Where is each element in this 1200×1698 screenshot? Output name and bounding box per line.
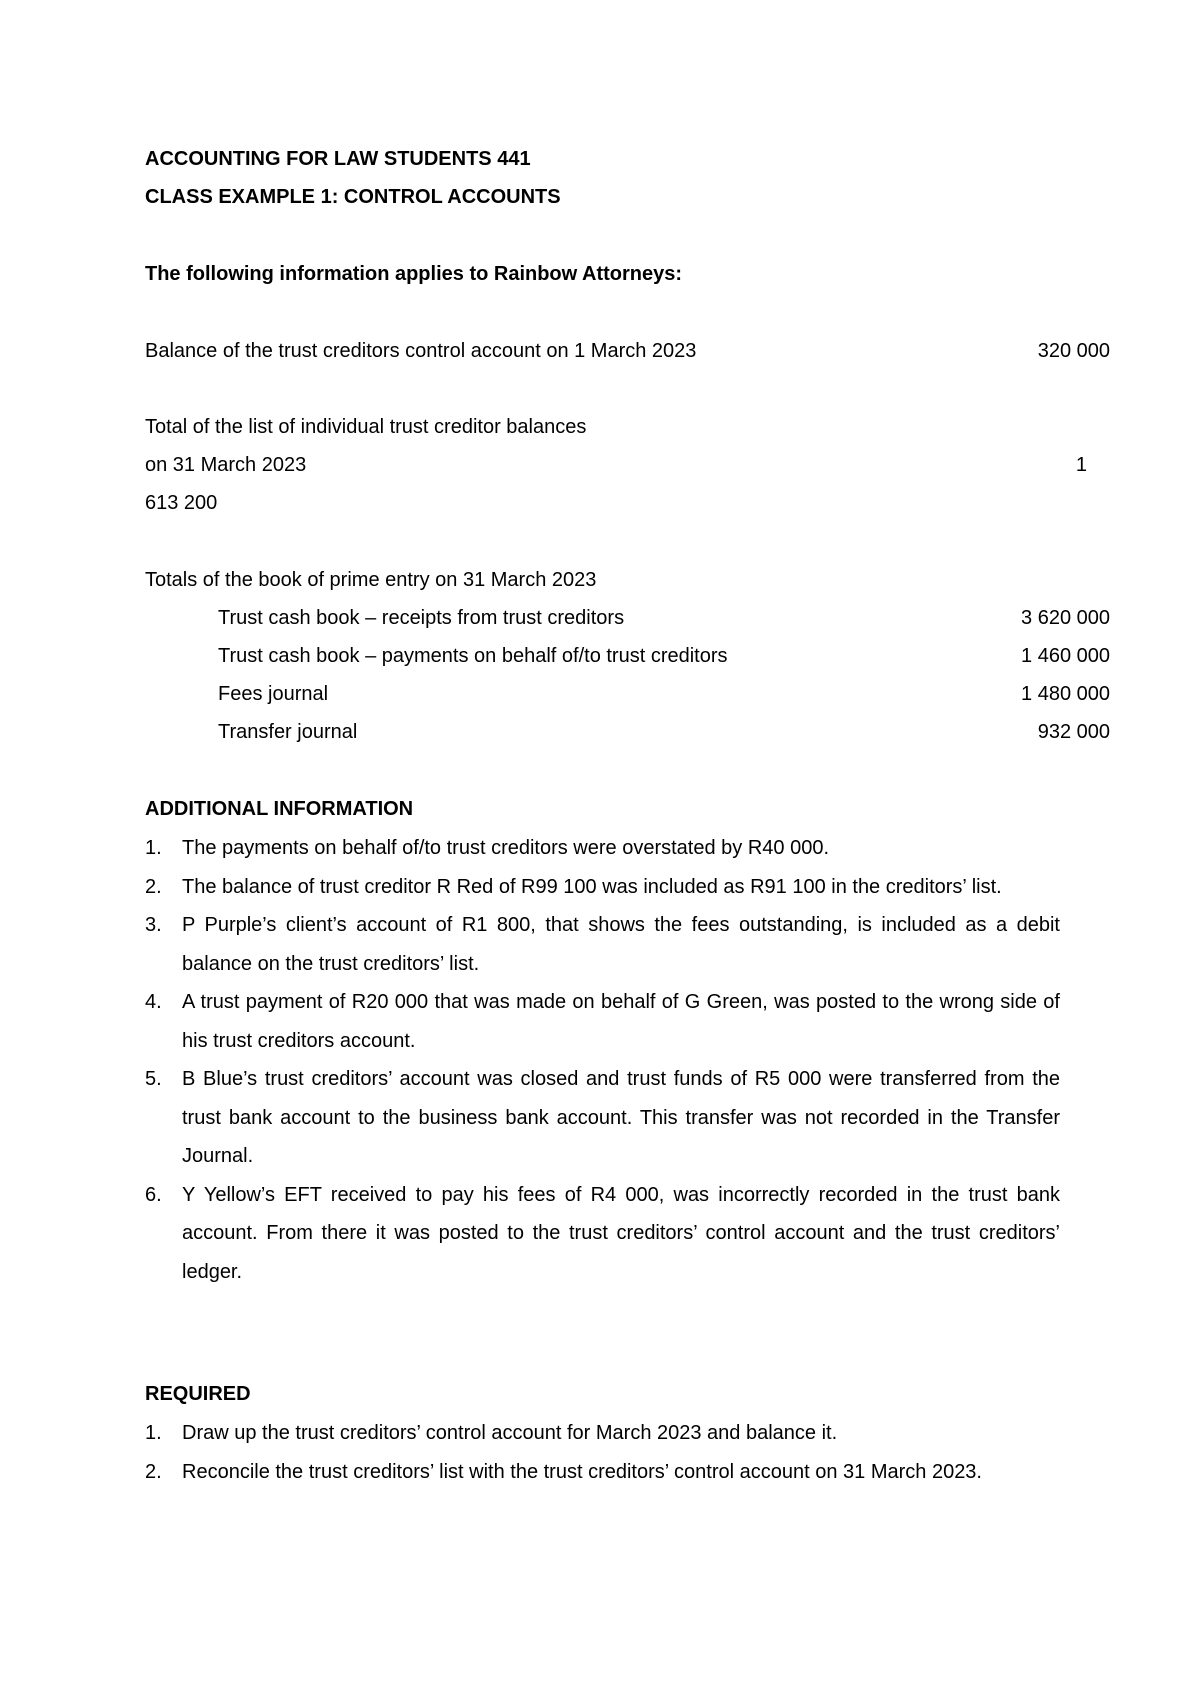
list-item-number: 6. [145, 1183, 162, 1206]
list-item [145, 1414, 1060, 1453]
prime-entry-item-label: Transfer journal [218, 721, 358, 743]
list-item-text: The balance of trust creditor R Red of R99 100 was included as R91 100 in the creditors’ list. [182, 875, 1002, 898]
list-total-label-line1: Total of the list of individual trust creditor balances [145, 416, 587, 438]
prime-entry-item-amount: 932 000 [1037, 721, 1110, 743]
additional-info-heading: ADDITIONAL INFORMATION [145, 798, 414, 820]
list-item-text: B Blue’s trust creditors’ account was closed and trust funds of R5 000 were transferred from the trust bank account to the business bank account. This transfer was not recorded in the Transfer Journal. [182, 1068, 1060, 1167]
prime-entry-item-label: Trust cash book – receipts from trust creditors [218, 607, 625, 629]
list-total-label-line2: on 31 March 2023 [145, 454, 307, 476]
intro-text: The following information applies to Rainbow Attorneys: [145, 263, 683, 285]
list-item-number: 5. [145, 1068, 162, 1090]
prime-entry-heading: Totals of the book of prime entry on 31 March 2023 [145, 569, 597, 591]
list-item-number: 1. [145, 1422, 162, 1444]
prime-entry-item-amount: 3 620 000 [1021, 607, 1110, 629]
example-title: CLASS EXAMPLE 1: CONTROL ACCOUNTS [145, 186, 561, 208]
list-item [145, 1060, 1060, 1176]
course-title: ACCOUNTING FOR LAW STUDENTS 441 [145, 148, 531, 170]
list-total-amount-part2: 613 200 [145, 492, 218, 514]
list-item [145, 983, 1060, 1060]
list-item-number: 2. [145, 1460, 162, 1483]
list-item [145, 868, 1060, 907]
opening-balance-amount: 320 000 [1037, 340, 1110, 362]
list-item-text: Draw up the trust creditors’ control account for March 2023 and balance it. [182, 1422, 838, 1444]
prime-entry-item-amount: 1 480 000 [1021, 683, 1110, 705]
list-item-text: A trust payment of R20 000 that was made on behalf of G Green, was posted to the wrong side of his trust creditors account. [182, 991, 1060, 1052]
list-item-text: Y Yellow’s EFT received to pay his fees of R4 000, was incorrectly recorded in the trust bank account. From there it was posted to the trust creditors’ control account and the trust creditors’ ledger. [182, 1183, 1060, 1283]
list-total-amount-part1: 1 [1075, 454, 1087, 476]
prime-entry-item-amount: 1 460 000 [1021, 645, 1110, 667]
required-list [145, 1414, 1060, 1491]
required-heading: REQUIRED [145, 1383, 251, 1405]
list-item-text: P Purple’s client’s account of R1 800, that shows the fees outstanding, is included as a debit balance on the trust creditors’ list. [182, 914, 1060, 975]
prime-entry-item-label: Trust cash book – payments on behalf of/to trust creditors [218, 645, 728, 667]
list-item [145, 1176, 1060, 1292]
list-item-number: 1. [145, 837, 162, 859]
list-item-number: 3. [145, 914, 162, 936]
list-item-number: 2. [145, 875, 162, 898]
list-item [145, 829, 1060, 868]
list-item [145, 906, 1060, 983]
list-item-text: The payments on behalf of/to trust creditors were overstated by R40 000. [182, 837, 830, 859]
prime-entry-item-label: Fees journal [218, 683, 329, 705]
additional-info-list [145, 829, 1060, 1291]
list-item-number: 4. [145, 991, 162, 1013]
opening-balance-label: Balance of the trust creditors control account on 1 March 2023 [145, 340, 697, 362]
list-item-text: Reconcile the trust creditors’ list with the trust creditors’ control account on 31 March 2023. [182, 1460, 982, 1483]
list-item [145, 1453, 1060, 1492]
